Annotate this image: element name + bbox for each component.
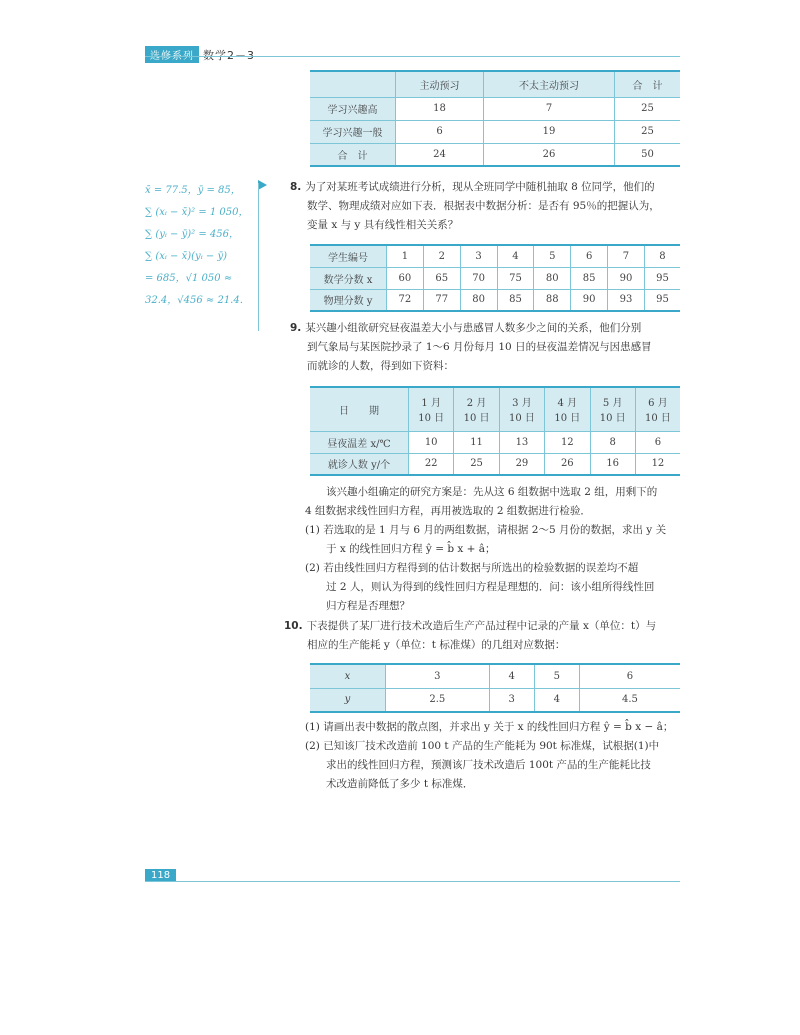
table-cell: 16 xyxy=(590,453,635,475)
hint-line: ∑ (yᵢ − ȳ)² = 456， xyxy=(145,229,239,240)
question-text: 变量 x 与 y 具有线性相关关系？ xyxy=(307,219,459,231)
question-text: 某兴趣小组欲研究昼夜温差大小与患感冒人数多少之间的关系，他们分别 xyxy=(305,322,642,334)
question-9-body xyxy=(305,483,690,616)
table-cell xyxy=(545,387,590,431)
hint-line: ∑ (xᵢ − x̄)² = 1 050， xyxy=(145,207,249,218)
date-day: 10 日 xyxy=(554,413,581,425)
question-8 xyxy=(290,178,685,235)
table-cell: 2 xyxy=(423,245,460,267)
header xyxy=(145,46,255,63)
date-day: 10 日 xyxy=(463,413,490,425)
table-cell: 5 xyxy=(534,664,579,688)
table-cell: 6 xyxy=(571,245,608,267)
table-cell: 合 计 xyxy=(310,143,396,166)
table-cell: y xyxy=(310,688,386,712)
date-day: 10 日 xyxy=(644,413,671,425)
table-cell: 25 xyxy=(454,453,499,475)
table-cell: 95 xyxy=(644,267,680,289)
table-cell: 13 xyxy=(499,431,544,453)
question-number: 10. xyxy=(284,620,303,632)
table-cell: 19 xyxy=(484,120,615,143)
question-text: (2) 若由线性回归方程得到的估计数据与所选出的检验数据的误差均不超 xyxy=(305,562,639,574)
table-cell xyxy=(310,71,396,97)
table-cell: 24 xyxy=(396,143,484,166)
table-cell: 80 xyxy=(534,267,571,289)
question-text: 术改造前降低了多少 t 标准煤． xyxy=(305,778,474,790)
date-month: 3 月 xyxy=(512,398,532,410)
table-cell: 10 xyxy=(409,431,454,453)
hint-line: x̄ = 77.5，ȳ = 85， xyxy=(145,185,241,196)
scores-table xyxy=(310,244,680,312)
table-cell: 93 xyxy=(608,289,645,311)
table-cell: 6 xyxy=(635,431,680,453)
question-number: 9. xyxy=(290,322,302,334)
table-cell: 4 xyxy=(534,688,579,712)
table-cell: 学习兴趣高 xyxy=(310,97,396,120)
question-10-body xyxy=(305,718,695,794)
table-cell: 95 xyxy=(644,289,680,311)
table-cell: 29 xyxy=(499,453,544,475)
table-cell xyxy=(409,387,454,431)
question-10 xyxy=(284,617,684,655)
sidebar-rule xyxy=(258,183,260,331)
table-cell xyxy=(499,387,544,431)
table-cell: 22 xyxy=(409,453,454,475)
header-rule xyxy=(145,56,680,57)
table-cell: 85 xyxy=(497,289,534,311)
question-number: 8. xyxy=(290,181,302,193)
table-cell: 12 xyxy=(545,431,590,453)
table-cell: 26 xyxy=(545,453,590,475)
table-cell xyxy=(590,387,635,431)
table-cell: 2.5 xyxy=(386,688,490,712)
table-cell: 70 xyxy=(460,267,497,289)
table-cell: 4.5 xyxy=(579,688,680,712)
production-table xyxy=(310,663,680,713)
table-cell: 6 xyxy=(396,120,484,143)
table-cell: 85 xyxy=(571,267,608,289)
question-text: 为了对某班考试成绩进行分析，现从全班同学中随机抽取 8 位同学，他们的 xyxy=(305,181,655,193)
table-cell: 11 xyxy=(454,431,499,453)
table-cell: 90 xyxy=(608,267,645,289)
table-cell: x xyxy=(310,664,386,688)
table-cell: 50 xyxy=(615,143,681,166)
table-cell xyxy=(454,387,499,431)
question-text: 过 2 人，则认为得到的线性回归方程是理想的．问：该小组所得线性回 xyxy=(305,581,655,593)
date-month: 1 月 xyxy=(421,398,441,410)
sidebar-hint xyxy=(145,180,260,312)
date-day: 10 日 xyxy=(508,413,535,425)
question-text: 该兴趣小组确定的研究方案是：先从这 6 组数据中选取 2 组，用剩下的 xyxy=(305,486,658,498)
table-cell: 80 xyxy=(460,289,497,311)
question-text: 到气象局与某医院抄录了 1～6 月份每月 10 日的昼夜温差情况与因患感冒 xyxy=(307,341,652,353)
table-cell: 日 期 xyxy=(310,387,409,431)
table-cell: 12 xyxy=(635,453,680,475)
table-cell: 18 xyxy=(396,97,484,120)
table-cell: 77 xyxy=(423,289,460,311)
page-number: 118 xyxy=(145,869,176,882)
table-cell: 昼夜温差 x/℃ xyxy=(310,431,409,453)
date-month: 6 月 xyxy=(648,398,668,410)
question-text: 而就诊的人数，得到如下资料： xyxy=(307,360,454,372)
date-month: 5 月 xyxy=(602,398,623,410)
table-cell: 物理分数 y xyxy=(310,289,387,311)
question-text: 于 x 的线性回归方程 ŷ = b̂ x + â； xyxy=(305,543,496,555)
table-cell: 主动预习 xyxy=(396,71,484,97)
question-text: (1) 请画出表中数据的散点图，并求出 y 关于 x 的线性回归方程 ŷ = b̂ x − â； xyxy=(305,721,674,733)
table-cell: 4 xyxy=(497,245,534,267)
date-day: 10 日 xyxy=(599,413,626,425)
hint-line: ∑ (xᵢ − x̄)(yᵢ − ȳ) xyxy=(145,251,227,262)
question-text: 求出的线性回归方程，预测该厂技术改造后 100t 产品的生产能耗比技 xyxy=(305,759,651,771)
table-cell: 7 xyxy=(484,97,615,120)
temperature-table xyxy=(310,386,680,476)
date-month: 2 月 xyxy=(466,398,487,410)
question-text: (2) 已知该厂技术改造前 100 t 产品的生产能耗为 90t 标准煤，试根据(1)中 xyxy=(305,740,660,752)
question-text: 归方程是否理想？ xyxy=(305,600,410,612)
hint-line: 32.4，√456 ≈ 21.4． xyxy=(145,295,250,306)
table-cell: 25 xyxy=(615,120,681,143)
table-cell: 8 xyxy=(590,431,635,453)
date-day: 10 日 xyxy=(418,413,445,425)
table-cell: 75 xyxy=(497,267,534,289)
table-cell xyxy=(635,387,680,431)
table-cell: 数学分数 x xyxy=(310,267,387,289)
table-cell: 合 计 xyxy=(615,71,681,97)
footer-rule xyxy=(145,881,680,882)
table-cell: 不太主动预习 xyxy=(484,71,615,97)
table-cell: 7 xyxy=(608,245,645,267)
question-text: 相应的生产能耗 y（单位：t 标准煤）的几组对应数据： xyxy=(307,639,566,651)
table-cell: 就诊人数 y/个 xyxy=(310,453,409,475)
question-9 xyxy=(290,319,685,376)
question-text: 下表提供了某厂进行技术改造后生产产品过程中记录的产量 x（单位：t）与 xyxy=(306,620,657,632)
question-text: 数学、物理成绩对应如下表．根据表中数据分析：是否有 95％的把握认为， xyxy=(307,200,660,212)
table-cell: 4 xyxy=(489,664,534,688)
table-cell: 3 xyxy=(460,245,497,267)
table-cell: 1 xyxy=(387,245,424,267)
table-cell: 72 xyxy=(387,289,424,311)
table-cell: 25 xyxy=(615,97,681,120)
contingency-table xyxy=(310,70,680,167)
question-text: (1) 若选取的是 1 月与 6 月的两组数据，请根据 2～5 月份的数据，求出 y 关 xyxy=(305,524,667,536)
table-cell: 学生编号 xyxy=(310,245,387,267)
series-badge: 选修系列 xyxy=(145,46,199,63)
table-cell: 3 xyxy=(489,688,534,712)
table-cell: 90 xyxy=(571,289,608,311)
table-cell: 60 xyxy=(387,267,424,289)
date-month: 4 月 xyxy=(557,398,578,410)
table-cell: 88 xyxy=(534,289,571,311)
table-cell: 学习兴趣一般 xyxy=(310,120,396,143)
table-cell: 5 xyxy=(534,245,571,267)
question-text: 4 组数据求线性回归方程，再用被选取的 2 组数据进行检验． xyxy=(305,505,591,517)
table-cell: 26 xyxy=(484,143,615,166)
hint-line: = 685，√1 050 ≈ xyxy=(145,273,233,284)
table-cell: 3 xyxy=(386,664,490,688)
table-cell: 8 xyxy=(644,245,680,267)
table-cell: 65 xyxy=(423,267,460,289)
book-title: 数学2－3 xyxy=(203,48,255,62)
table-cell: 6 xyxy=(579,664,680,688)
